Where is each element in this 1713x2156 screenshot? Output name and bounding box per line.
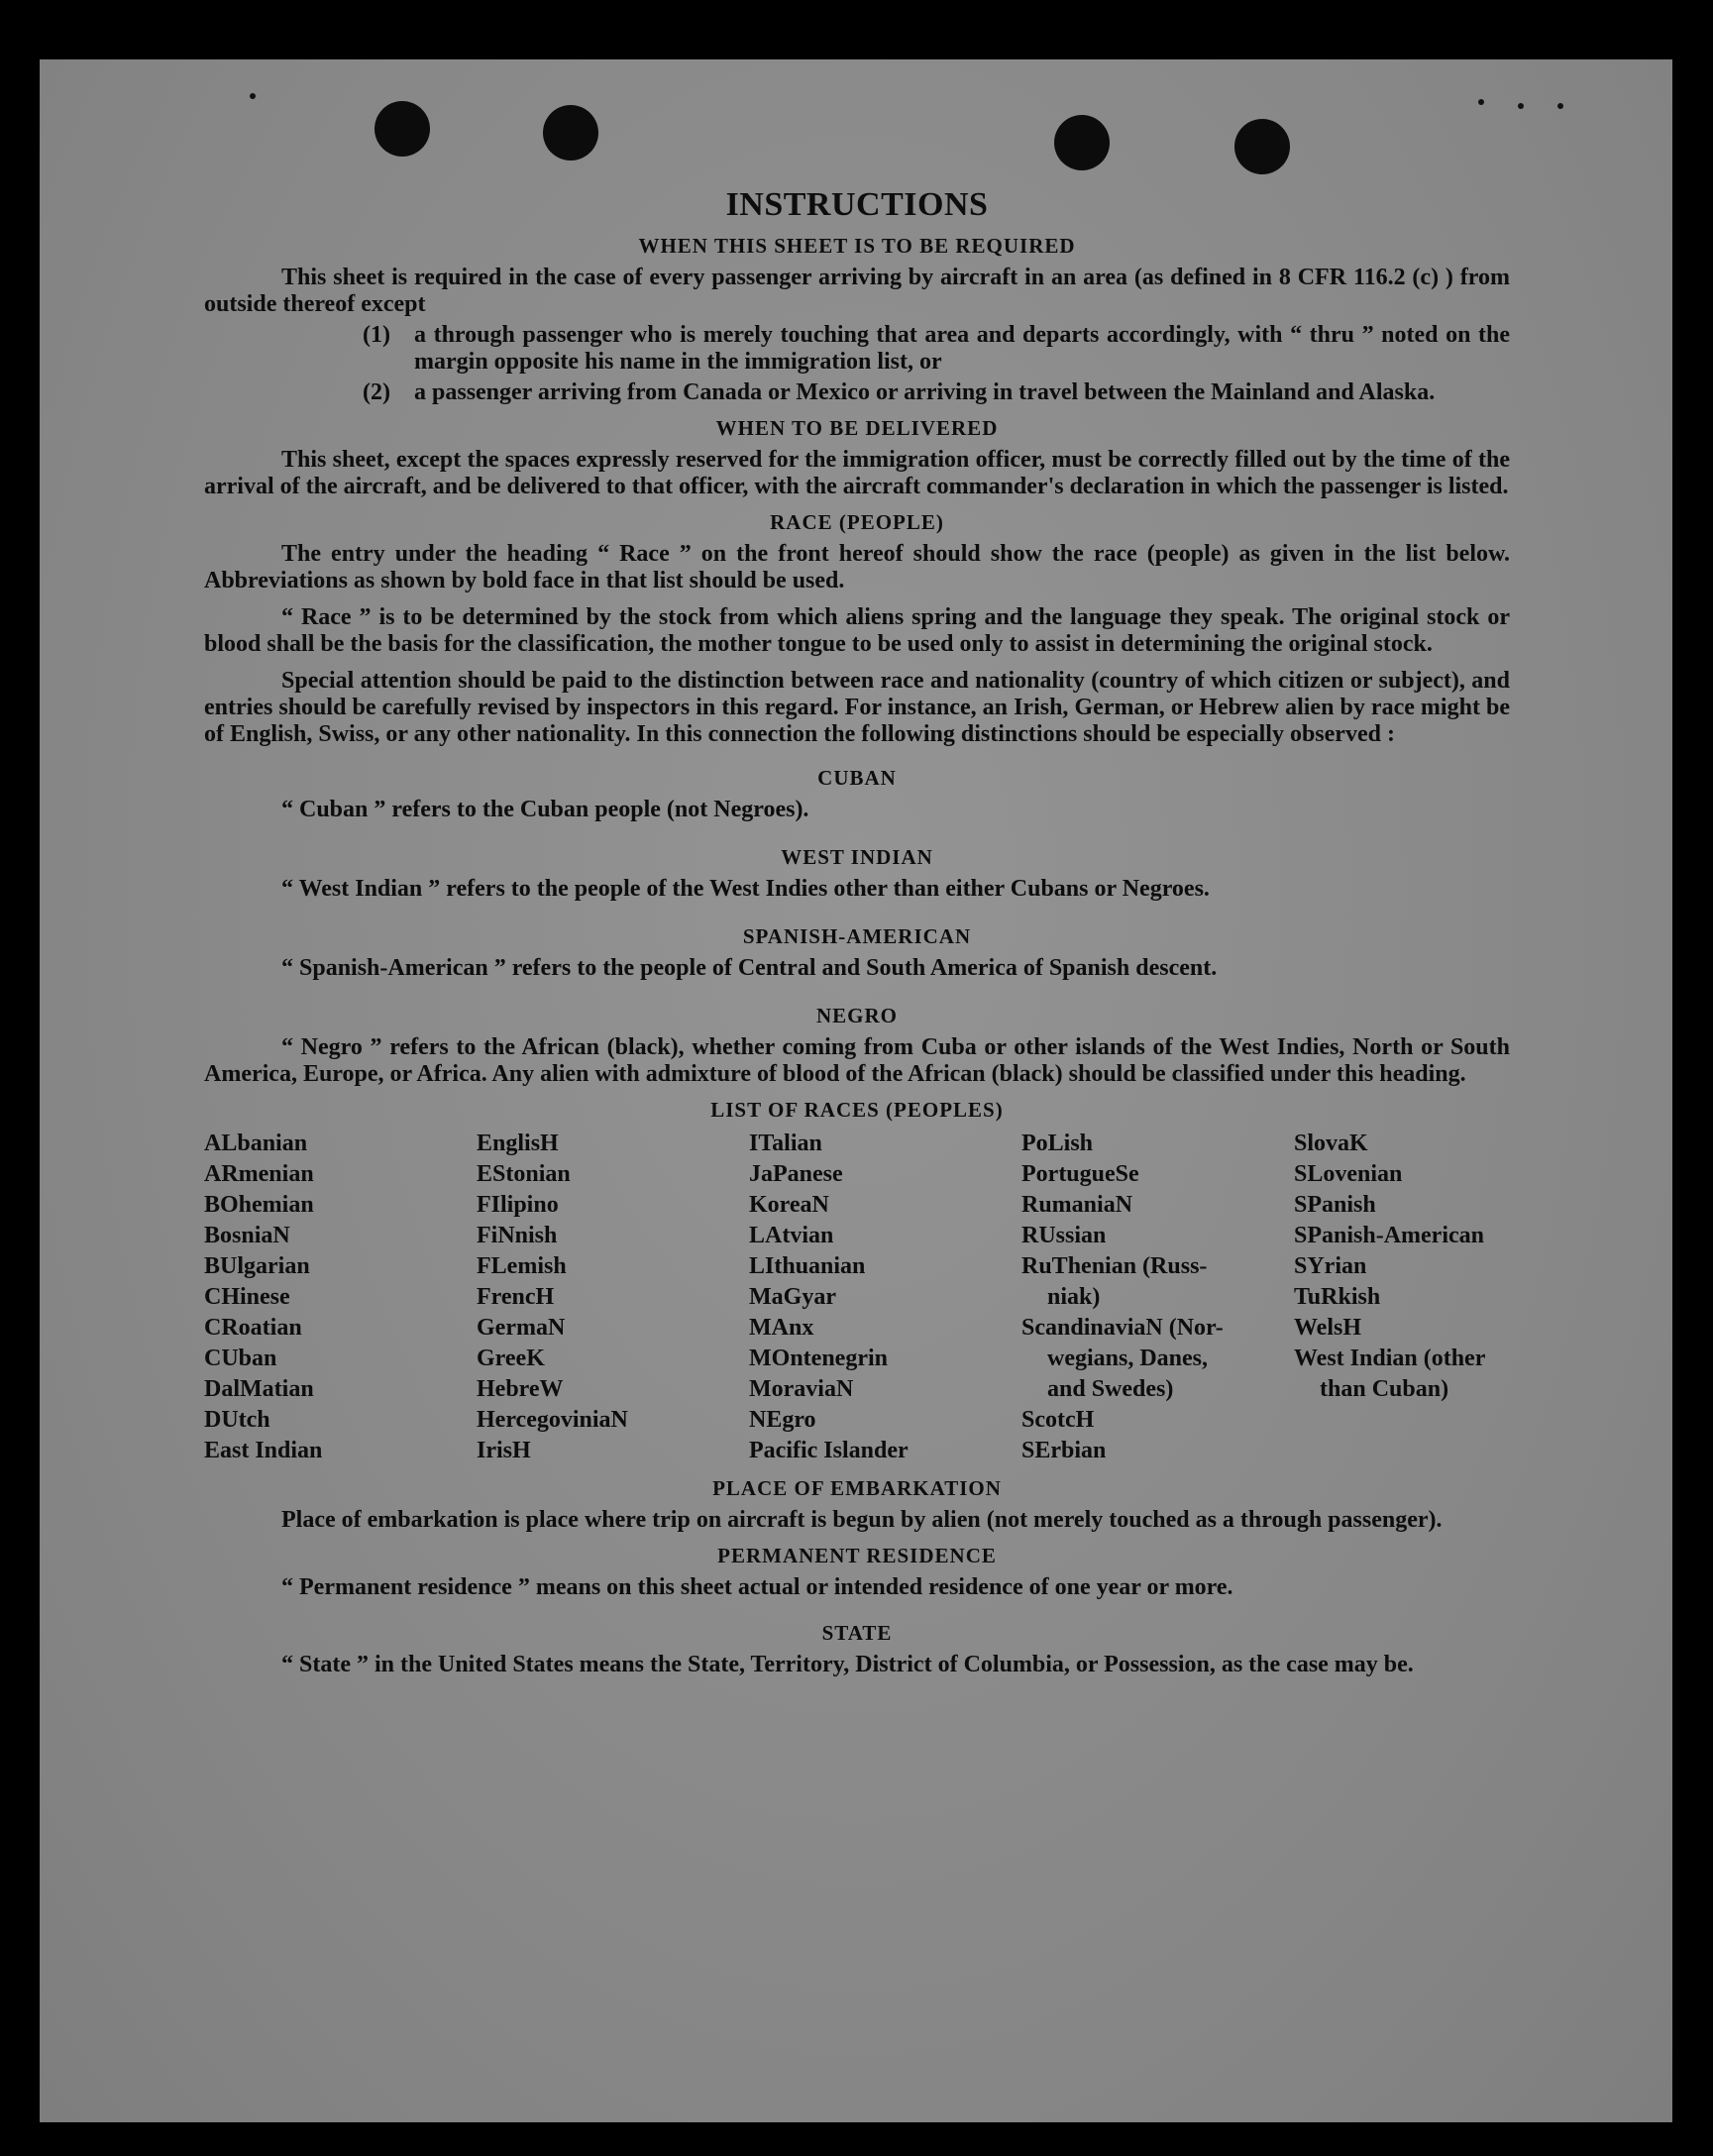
races-column — [204, 1129, 477, 1466]
race-entry: PortugueSe — [1021, 1161, 1139, 1187]
section-heading-spanish-american: SPANISH-AMERICAN — [742, 924, 972, 948]
section-heading-negro: NEGRO — [815, 1004, 898, 1027]
race-entry: MAnx — [749, 1315, 814, 1341]
race-entry-continuation: than Cuban) — [1320, 1376, 1449, 1402]
race-entry: SlovaK — [1294, 1131, 1368, 1156]
race-entry: HercegoviniaN — [477, 1407, 628, 1433]
race-entry: ITalian — [749, 1131, 822, 1156]
speck — [1518, 103, 1524, 109]
race-entry-continuation: wegians, Danes, — [1047, 1346, 1209, 1371]
instructions-content — [204, 186, 1510, 1678]
punch-hole — [543, 105, 598, 161]
race-entry: FrencH — [477, 1284, 555, 1310]
races-column — [1021, 1129, 1294, 1466]
races-column — [749, 1129, 1021, 1466]
exception-number: (2) — [363, 379, 390, 405]
speck — [1478, 99, 1484, 105]
race-entry: CRoatian — [204, 1315, 302, 1341]
race-entry: BUlgarian — [204, 1253, 310, 1279]
race-entry: RumaniaN — [1021, 1192, 1133, 1218]
race-entry: FiNnish — [477, 1223, 558, 1248]
race-entry: WelsH — [1294, 1315, 1362, 1341]
exception-text: a through passenger who is merely touching that area and departs accordingly, with “ thru ” noted on the margin opposite his name in the immigration list, or — [414, 322, 1510, 375]
race-entry: RuThenian (Russ- — [1021, 1253, 1208, 1279]
race-entry: KoreaN — [749, 1192, 829, 1218]
spanish-american-text: “ Spanish-American ” refers to the people of Central and South America of Spanish descent. — [281, 955, 1218, 981]
cuban-text: “ Cuban ” refers to the Cuban people (not Negroes). — [281, 797, 809, 822]
speck — [1557, 103, 1563, 109]
race-entry: GermaN — [477, 1315, 566, 1341]
race-entry: SPanish — [1294, 1192, 1376, 1218]
race-entry: LAtvian — [749, 1223, 834, 1248]
section-heading-cuban: CUBAN — [817, 766, 897, 790]
negro-text: “ Negro ” refers to the African (black), whether coming from Cuba or other islands of the West Indies, North or South America, Europe, or Africa. Any alien with admixture of blood of the African (black) should be classified under this heading. — [204, 1034, 1510, 1087]
embarkation-text: Place of embarkation is place where trip on aircraft is begun by alien (not merely touched as a through passenger). — [281, 1507, 1443, 1533]
race-entry: SYrian — [1294, 1253, 1367, 1279]
races-column — [477, 1129, 749, 1466]
race-entry: DUtch — [204, 1407, 270, 1433]
when-delivered-text: This sheet, except the spaces expressly reserved for the immigration officer, must be correctly filled out by the time of the arrival of the aircraft, and be delivered to that officer, with the aircraft commander's declaration in which the passenger is listed. — [204, 447, 1510, 499]
race-entry-continuation: niak) — [1047, 1284, 1101, 1310]
west-indian-text: “ West Indian ” refers to the people of the West Indies other than either Cubans or Negroes. — [281, 876, 1210, 902]
race-entry: BosniaN — [204, 1223, 290, 1248]
punch-hole — [1234, 119, 1290, 174]
speck — [250, 93, 256, 99]
exception-item — [363, 322, 1510, 376]
race-entry: NEgro — [749, 1407, 816, 1433]
section-heading-state: STATE — [821, 1621, 893, 1645]
race-entry: FLemish — [477, 1253, 567, 1279]
race-entry: PoLish — [1021, 1131, 1094, 1156]
exception-text: a passenger arriving from Canada or Mexico or arriving in travel between the Mainland and Alaska. — [414, 379, 1436, 405]
residence-text: “ Permanent residence ” means on this sheet actual or intended residence of one year or more. — [281, 1574, 1233, 1600]
race-entry: JaPanese — [749, 1161, 843, 1187]
punch-hole — [1054, 115, 1110, 170]
section-heading-embarkation: PLACE OF EMBARKATION — [712, 1476, 1002, 1500]
section-heading-west-indian: WEST INDIAN — [781, 845, 933, 869]
race-entry: ALbanian — [204, 1131, 308, 1156]
exception-item — [363, 379, 1510, 406]
race-entry: MoraviaN — [749, 1376, 854, 1402]
race-entry: SErbian — [1021, 1438, 1107, 1463]
race-paragraph: “ Race ” is to be determined by the stock from which aliens spring and the language they speak. The original stock or blood shall be the basis for the classification, the mother tongue to be used only to assist in determining the original stock. — [204, 604, 1510, 657]
section-heading-list-of-races: LIST OF RACES (PEOPLES) — [710, 1098, 1004, 1122]
race-entry: HebreW — [477, 1376, 564, 1402]
race-entry: ScotcH — [1021, 1407, 1095, 1433]
exception-number: (1) — [363, 322, 390, 348]
race-entry: Pacific Islander — [749, 1438, 909, 1463]
races-column — [1294, 1129, 1510, 1466]
section-heading-residence: PERMANENT RESIDENCE — [717, 1544, 997, 1567]
state-text: “ State ” in the United States means the State, Territory, District of Columbia, or Possession, as the case may be. — [281, 1652, 1414, 1677]
race-entry: ScandinaviaN (Nor- — [1021, 1315, 1224, 1341]
section-heading-race: RACE (PEOPLE) — [770, 510, 944, 534]
section-heading-when-required: WHEN THIS SHEET IS TO BE REQUIRED — [638, 234, 1076, 258]
section-heading-when-delivered: WHEN TO BE DELIVERED — [715, 416, 999, 440]
race-entry: EStonian — [477, 1161, 571, 1187]
race-entry: CUban — [204, 1346, 277, 1371]
race-paragraph: Special attention should be paid to the distinction between race and nationality (country of which citizen or subject), and entries should be carefully revised by inspectors in this regard. For instance, an Irish, German, or Hebrew alien by race might be of English, Swiss, or any other nationality. In this connection the following distinctions should be especially observed : — [204, 668, 1510, 747]
race-entry-continuation: and Swedes) — [1047, 1376, 1174, 1402]
race-entry: MaGyar — [749, 1284, 836, 1310]
race-entry: SLovenian — [1294, 1161, 1403, 1187]
page-title: INSTRUCTIONS — [725, 186, 989, 223]
race-entry: SPanish-American — [1294, 1223, 1484, 1248]
race-entry: DalMatian — [204, 1376, 314, 1402]
race-entry: West Indian (other — [1294, 1346, 1486, 1371]
race-entry: IrisH — [477, 1438, 531, 1463]
races-list — [204, 1129, 1510, 1466]
race-entry: LIthuanian — [749, 1253, 866, 1279]
race-entry: EnglisH — [477, 1131, 559, 1156]
when-required-intro: This sheet is required in the case of every passenger arriving by aircraft in an area (as defined in 8 CFR 116.2 (c) ) from outside thereof except — [204, 265, 1510, 317]
race-paragraph: The entry under the heading “ Race ” on the front hereof should show the race (people) as given in the list below. Abbreviations as shown by bold face in that list should be used. — [204, 541, 1510, 593]
punch-hole — [375, 101, 430, 157]
race-entry: CHinese — [204, 1284, 290, 1310]
race-entry: BOhemian — [204, 1192, 314, 1218]
race-entry: RUssian — [1021, 1223, 1107, 1248]
race-entry: FIlipino — [477, 1192, 559, 1218]
race-entry: MOntenegrin — [749, 1346, 888, 1371]
race-entry: TuRkish — [1294, 1284, 1381, 1310]
race-entry: GreeK — [477, 1346, 545, 1371]
race-entry: ARmenian — [204, 1161, 314, 1187]
race-entry: East Indian — [204, 1438, 323, 1463]
